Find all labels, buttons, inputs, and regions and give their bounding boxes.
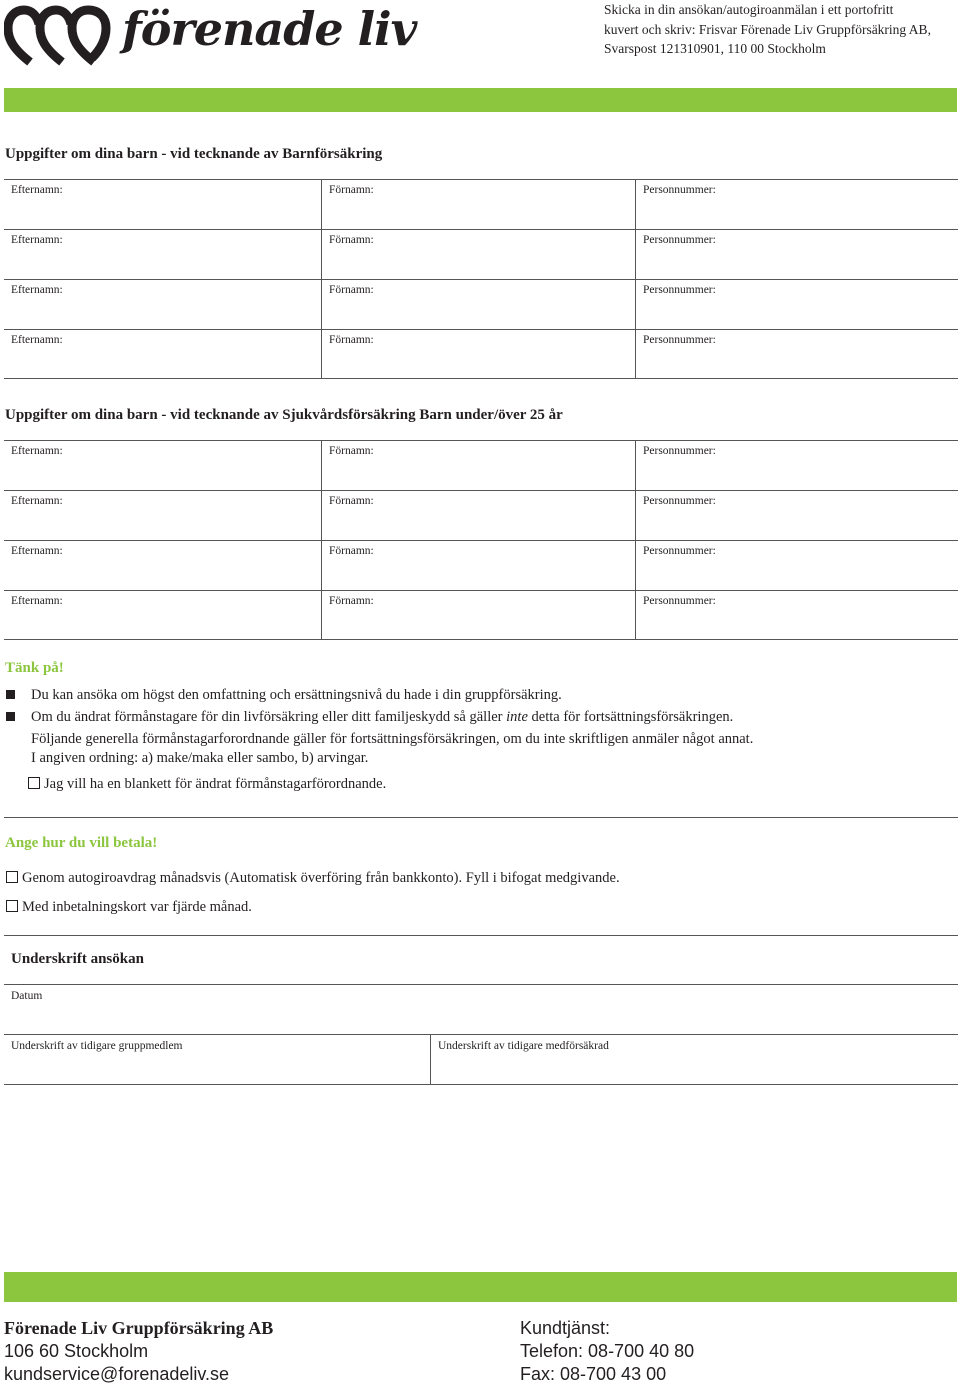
firstname-field[interactable]: Förnamn: bbox=[321, 591, 635, 639]
checkbox-label: Jag vill ha en blankett för ändrat förmånstagarförordnande. bbox=[44, 776, 387, 792]
note-bullet bbox=[6, 706, 956, 728]
note-text: Följande generella förmånstagarforordnande gäller för fortsättningsförsäkringen, om du inte skriftligen anmäler något annat. bbox=[31, 731, 754, 747]
divider bbox=[4, 935, 958, 936]
note-emphasis: inte bbox=[506, 709, 528, 725]
table-row bbox=[4, 179, 958, 229]
payment-option-autogiro[interactable] bbox=[6, 867, 956, 889]
checkbox-icon[interactable] bbox=[6, 871, 18, 883]
pnr-field[interactable]: Personnummer: bbox=[635, 230, 958, 279]
beneficiary-form-option[interactable] bbox=[6, 773, 956, 795]
send-info-line: Skicka in din ansökan/autogiroanmälan i ett portofritt bbox=[604, 2, 894, 17]
bottom-green-bar bbox=[4, 1272, 957, 1302]
pnr-field[interactable]: Personnummer: bbox=[635, 591, 958, 639]
date-field[interactable] bbox=[4, 984, 958, 1035]
signature-label: Underskrift av tidigare gruppmedlem bbox=[11, 1040, 183, 1052]
footer-company bbox=[4, 1317, 273, 1386]
option-label: Med inbetalningskort var fjärde månad. bbox=[22, 899, 252, 915]
signature-member-field[interactable] bbox=[4, 1035, 430, 1084]
table-row bbox=[4, 440, 958, 490]
signature-title: Underskrift ansökan bbox=[11, 951, 144, 967]
pnr-field[interactable]: Personnummer: bbox=[635, 280, 958, 329]
service-phone: Telefon: 08-700 40 80 bbox=[520, 1341, 695, 1361]
forenade-liv-logo-icon bbox=[4, 4, 124, 70]
divider bbox=[4, 817, 958, 818]
children-grid-2 bbox=[4, 440, 958, 640]
lastname-field[interactable]: Efternamn: bbox=[11, 184, 63, 196]
pnr-field[interactable]: Personnummer: bbox=[635, 180, 958, 229]
send-instructions bbox=[604, 0, 960, 59]
firstname-field[interactable]: Förnamn: bbox=[321, 280, 635, 329]
bullet-square-icon bbox=[6, 712, 15, 721]
pnr-field[interactable]: Personnummer: bbox=[635, 541, 958, 590]
firstname-field[interactable]: Förnamn: bbox=[321, 230, 635, 279]
send-info-line: kuvert och skriv: Frisvar Förenade Liv Gruppförsäkring AB, bbox=[604, 21, 931, 37]
lastname-field[interactable]: Efternamn: bbox=[11, 445, 63, 457]
signature-coinsured-field[interactable] bbox=[430, 1035, 958, 1084]
send-info-line: Svarspost 121310901, 110 00 Stockholm bbox=[604, 41, 826, 56]
table-row bbox=[4, 329, 958, 379]
note-title: Tänk på! bbox=[5, 660, 64, 676]
payment-option-card[interactable] bbox=[6, 896, 956, 918]
lastname-field[interactable]: Efternamn: bbox=[11, 595, 63, 607]
pnr-field[interactable]: Personnummer: bbox=[635, 441, 958, 490]
note-bullet-text: Om du ändrat förmånstagare för din livförsäkring eller ditt familjeskydd så gäller bbox=[31, 709, 507, 725]
payment-title: Ange hur du vill betala! bbox=[5, 835, 158, 851]
children-grid-1 bbox=[4, 179, 958, 379]
firstname-field[interactable]: Förnamn: bbox=[321, 491, 635, 540]
lastname-field[interactable]: Efternamn: bbox=[11, 545, 63, 557]
date-label: Datum bbox=[11, 990, 43, 1002]
firstname-field[interactable]: Förnamn: bbox=[321, 330, 635, 378]
signature-row bbox=[4, 1034, 958, 1085]
logo-wordmark: förenade liv bbox=[122, 2, 417, 56]
service-title: Kundtjänst: bbox=[520, 1318, 611, 1338]
table-row bbox=[4, 590, 958, 640]
option-label: Genom autogiroavdrag månadsvis (Automatisk överföring från bankkonto). Fyll i bifogat medgivande. bbox=[22, 870, 620, 886]
section1-title: Uppgifter om dina barn - vid tecknande av Barnförsäkring bbox=[5, 146, 383, 162]
company-email[interactable]: kundservice@forenadeliv.se bbox=[4, 1364, 230, 1384]
footer-service bbox=[520, 1317, 694, 1386]
service-fax: Fax: 08-700 43 00 bbox=[520, 1364, 667, 1384]
table-row bbox=[4, 279, 958, 329]
bullet-square-icon bbox=[6, 690, 15, 699]
top-green-bar bbox=[4, 88, 957, 112]
checkbox-icon[interactable] bbox=[28, 777, 40, 789]
note-bullet-text: detta för fortsättningsförsäkringen. bbox=[527, 709, 734, 725]
lastname-field[interactable]: Efternamn: bbox=[11, 284, 63, 296]
lastname-field[interactable]: Efternamn: bbox=[11, 334, 63, 346]
lastname-field[interactable]: Efternamn: bbox=[11, 234, 63, 246]
pnr-field[interactable]: Personnummer: bbox=[635, 491, 958, 540]
firstname-field[interactable]: Förnamn: bbox=[321, 541, 635, 590]
checkbox-icon[interactable] bbox=[6, 900, 18, 912]
firstname-field[interactable]: Förnamn: bbox=[321, 441, 635, 490]
firstname-field[interactable]: Förnamn: bbox=[321, 180, 635, 229]
table-row bbox=[4, 490, 958, 540]
table-row bbox=[4, 229, 958, 279]
note-bullet-text: Du kan ansöka om högst den omfattning och ersättningsnivå du hade i din gruppförsäkring. bbox=[31, 687, 562, 703]
note-bullet bbox=[6, 684, 956, 706]
pnr-field[interactable]: Personnummer: bbox=[635, 330, 958, 378]
lastname-field[interactable]: Efternamn: bbox=[11, 495, 63, 507]
signature-label: Underskrift av tidigare medförsäkrad bbox=[438, 1040, 609, 1052]
company-name: Förenade Liv Gruppförsäkring AB bbox=[4, 1318, 274, 1338]
payment-options bbox=[6, 867, 956, 918]
company-address: 106 60 Stockholm bbox=[4, 1341, 149, 1361]
section2-title: Uppgifter om dina barn - vid tecknande av Sjukvårdsförsäkring Barn under/över 25 år bbox=[5, 407, 563, 423]
table-row bbox=[4, 540, 958, 590]
note-body bbox=[6, 684, 956, 795]
note-text: I angiven ordning: a) make/maka eller sambo, b) arvingar. bbox=[31, 750, 369, 766]
